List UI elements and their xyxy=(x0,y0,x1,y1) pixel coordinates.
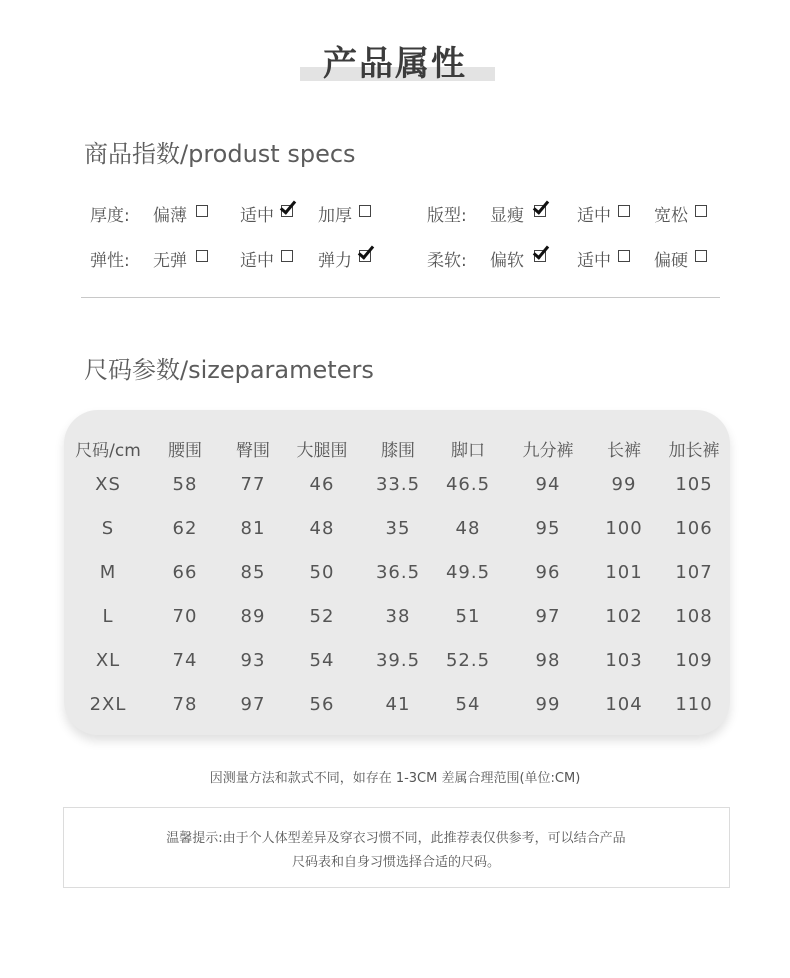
measure-note: 因测量方法和款式不同，如存在 1-3CM 差属合理范围(单位:CM) xyxy=(209,771,581,786)
table-row-size-label: XL xyxy=(95,650,121,671)
page-title: 产品属性 xyxy=(323,44,467,84)
table-cell: 93 xyxy=(240,650,266,671)
table-cell: 98 xyxy=(535,650,561,671)
table-cell: 50 xyxy=(309,562,335,583)
table-cell: 74 xyxy=(172,650,198,671)
table-cell: 81 xyxy=(240,518,266,539)
spec-option-label: 弹力 xyxy=(318,251,352,271)
spec-option-label: 无弹 xyxy=(153,251,187,271)
table-cell: 89 xyxy=(240,606,266,627)
table-cell: 99 xyxy=(611,474,637,495)
table-cell: 52 xyxy=(309,606,335,627)
table-cell: 101 xyxy=(605,562,643,583)
spec-option-label: 适中 xyxy=(240,251,274,271)
table-cell: 46 xyxy=(309,474,335,495)
table-cell: 70 xyxy=(172,606,198,627)
spec-option-label: 适中 xyxy=(240,206,274,226)
table-cell: 99 xyxy=(535,694,561,715)
spec-label: 厚度: xyxy=(90,206,130,226)
table-cell: 106 xyxy=(675,518,713,539)
table-cell: 51 xyxy=(455,606,481,627)
checkbox-icon xyxy=(695,205,707,217)
table-cell: 94 xyxy=(535,474,561,495)
table-cell: 58 xyxy=(172,474,198,495)
table-cell: 39.5 xyxy=(375,650,421,671)
spec-option-label: 显瘦 xyxy=(490,206,524,226)
table-cell: 66 xyxy=(172,562,198,583)
table-header-cell: 大腿围 xyxy=(296,441,348,461)
table-cell: 52.5 xyxy=(445,650,491,671)
spec-option-label: 加厚 xyxy=(318,206,352,226)
table-cell: 56 xyxy=(309,694,335,715)
table-cell: 85 xyxy=(240,562,266,583)
table-header-cell: 膝围 xyxy=(381,441,415,461)
table-header-cell: 腰围 xyxy=(168,441,202,461)
table-cell: 41 xyxy=(385,694,411,715)
table-cell: 38 xyxy=(385,606,411,627)
table-cell: 107 xyxy=(675,562,713,583)
checked-checkbox-icon xyxy=(534,205,546,217)
table-cell: 96 xyxy=(535,562,561,583)
checkbox-icon xyxy=(196,205,208,217)
checked-checkbox-icon xyxy=(359,250,371,262)
table-cell: 109 xyxy=(675,650,713,671)
spec-option-label: 适中 xyxy=(577,206,611,226)
table-row-size-label: M xyxy=(99,562,117,583)
spec-option-label: 宽松 xyxy=(654,206,688,226)
checked-checkbox-icon xyxy=(534,250,546,262)
checkbox-icon xyxy=(196,250,208,262)
table-cell: 33.5 xyxy=(375,474,421,495)
table-row-size-label: L xyxy=(102,606,114,627)
table-cell: 110 xyxy=(675,694,713,715)
table-cell: 54 xyxy=(309,650,335,671)
title-block xyxy=(0,36,790,86)
table-cell: 97 xyxy=(240,694,266,715)
table-cell: 100 xyxy=(605,518,643,539)
table-cell: 49.5 xyxy=(445,562,491,583)
table-cell: 48 xyxy=(309,518,335,539)
table-header-cell: 长裤 xyxy=(607,441,641,461)
checkbox-icon xyxy=(695,250,707,262)
spec-option-label: 偏硬 xyxy=(654,251,688,271)
table-cell: 46.5 xyxy=(445,474,491,495)
spec-row xyxy=(0,244,790,272)
table-cell: 108 xyxy=(675,606,713,627)
table-cell: 104 xyxy=(605,694,643,715)
table-cell: 35 xyxy=(385,518,411,539)
table-cell: 95 xyxy=(535,518,561,539)
table-header-cell: 尺码/cm xyxy=(75,441,141,461)
checkbox-icon xyxy=(618,250,630,262)
spec-option-label: 偏软 xyxy=(490,251,524,271)
tip-line: 温馨提示:由于个人体型差异及穿衣习惯不同，此推荐表仅供参考，可以结合产品 xyxy=(166,831,626,846)
table-cell: 54 xyxy=(455,694,481,715)
table-cell: 78 xyxy=(172,694,198,715)
tip-box xyxy=(63,807,730,888)
spec-row xyxy=(0,199,790,227)
checked-checkbox-icon xyxy=(281,205,293,217)
spec-option-label: 偏薄 xyxy=(153,206,187,226)
table-cell: 97 xyxy=(535,606,561,627)
section-divider xyxy=(81,297,720,298)
checkbox-icon xyxy=(618,205,630,217)
table-cell: 103 xyxy=(605,650,643,671)
table-header-cell: 脚口 xyxy=(451,441,485,461)
spec-label: 弹性: xyxy=(90,251,130,271)
table-header-cell: 臀围 xyxy=(236,441,270,461)
checkbox-icon xyxy=(359,205,371,217)
table-cell: 36.5 xyxy=(375,562,421,583)
size-table xyxy=(64,410,730,735)
checkbox-icon xyxy=(281,250,293,262)
table-cell: 48 xyxy=(455,518,481,539)
table-cell: 102 xyxy=(605,606,643,627)
spec-option-label: 适中 xyxy=(577,251,611,271)
table-header-cell: 九分裤 xyxy=(522,441,574,461)
tip-line: 尺码表和自身习惯选择合适的尺码。 xyxy=(291,855,500,870)
table-cell: 105 xyxy=(675,474,713,495)
table-row-size-label: XS xyxy=(95,474,121,495)
table-cell: 77 xyxy=(240,474,266,495)
table-row-size-label: 2XL xyxy=(89,694,127,715)
table-row-size-label: S xyxy=(101,518,115,539)
table-header-cell: 加长裤 xyxy=(668,441,720,461)
spec-label: 版型: xyxy=(427,206,467,226)
spec-label: 柔软: xyxy=(427,251,467,271)
size-heading: 尺码参数/sizeparameters xyxy=(84,356,374,384)
table-cell: 62 xyxy=(172,518,198,539)
specs-heading: 商品指数/produst specs xyxy=(84,140,356,168)
